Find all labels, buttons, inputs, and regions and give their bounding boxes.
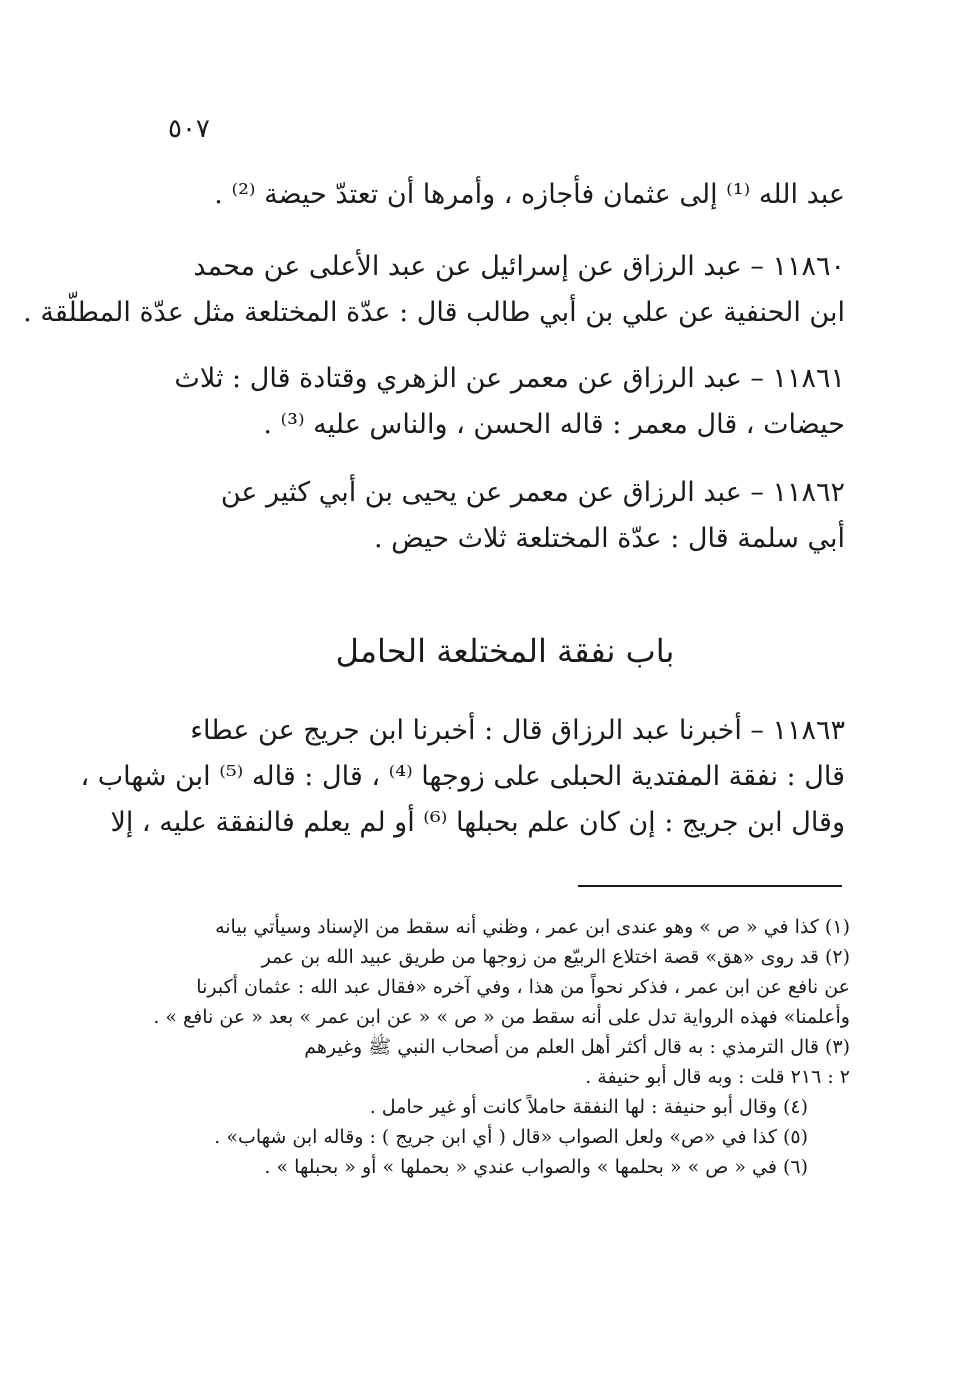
footnote-2: (٢) قد روى «هق» قصة اختلاع الربيّع من زوجها من طريق عبيد الله بن عمر [261,946,850,968]
footnote-2-cont: وأعلمنا» فهذه الرواية تدل على أنه سقط من « ص » « عن ابن عمر » بعد « عن نافع » . [153,1006,850,1028]
paragraph-line: ١١٨٦٠ – عبد الرزاق عن إسرائيل عن عبد الأعلى عن محمد [193,251,845,282]
footnote-4: (٤) وقال أبو حنيفة : لها النفقة حاملاً كانت أو غير حامل . [369,1096,808,1118]
paragraph-line: ١١٨٦١ – عبد الرزاق عن معمر عن الزهري وقتادة قال : ثلاث [174,363,845,394]
hadith-11862 [165,470,845,562]
paragraph-line: وقال ابن جريج : إن كان علم بحبلها ⁽⁶⁾ أو لم يعلم فالنفقة عليه ، إلا [110,807,845,838]
hadith-11863 [80,708,845,846]
paragraph-line: ١١٨٦٢ – عبد الرزاق عن معمر عن يحيى بن أبي كثير عن [220,477,845,508]
page-number: ٥٠٧ [168,114,210,144]
paragraph-1 [165,172,845,218]
footnote-3: (٣) قال الترمذي : به قال أكثر أهل العلم من أصحاب النبي ﷺ وغيرهم [304,1036,850,1058]
footnote-6: (٦) في « ص » « بحلمها » والصواب عندي « بحملها » أو « بحبلها » . [264,1156,808,1178]
paragraph-line: قال : نفقة المفتدية الحبلى على زوجها ⁽⁴⁾ ، قال : قاله ⁽⁵⁾ ابن شهاب ، [80,761,845,792]
hadith-11861 [165,356,845,448]
paragraph-line: حيضات ، قال معمر : قاله الحسن ، والناس عليه ⁽³⁾ . [263,409,845,440]
chapter-heading: باب نفقة المختلعة الحامل [335,632,675,670]
hadith-11860 [23,244,845,336]
footnote-5: (٥) كذا في «ص» ولعل الصواب «قال ( أي ابن جريج ) : وقاله ابن شهاب» . [214,1126,808,1148]
paragraph-line: عبد الله ⁽¹⁾ إلى عثمان فأجازه ، وأمرها أن تعتدّ حيضة ⁽²⁾ . [214,179,845,210]
footnotes [153,912,850,1182]
paragraph-line: ١١٨٦٣ – أخبرنا عبد الرزاق قال : أخبرنا ابن جريج عن عطاء [190,715,845,746]
footnote-3-cont: ٢ : ٢١٦ قلت : وبه قال أبو حنيفة . [585,1066,850,1088]
footnote-1: (١) كذا في « ص » وهو عندى ابن عمر ، وظني أنه سقط من الإسناد وسيأتي بيانه [215,916,850,938]
paragraph-line: أبي سلمة قال : عدّة المختلعة ثلاث حيض . [374,523,845,554]
footnote-divider [578,885,842,887]
paragraph-line: ابن الحنفية عن علي بن أبي طالب قال : عدّة المختلعة مثل عدّة المطلّقة . [23,297,845,328]
footnote-2-cont: عن نافع عن ابن عمر ، فذكر نحواً من هذا ، وفي آخره «فقال عبد الله : عثمان أكبرنا [196,976,850,998]
